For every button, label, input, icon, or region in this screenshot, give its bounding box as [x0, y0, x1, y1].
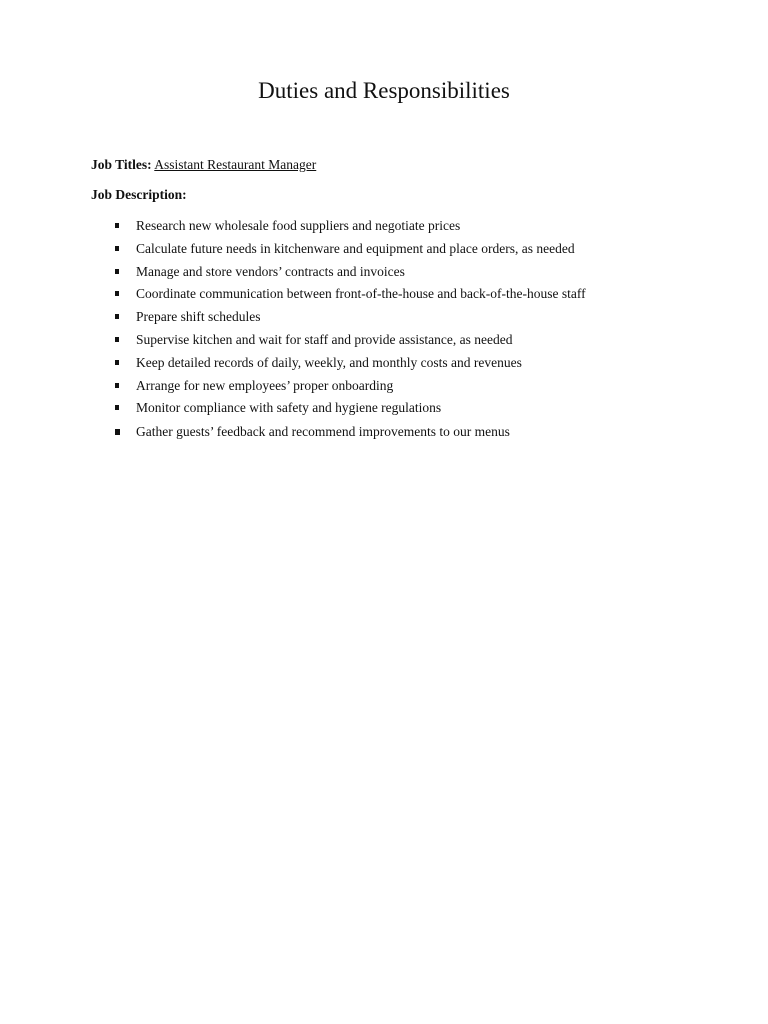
- duty-item: [0, 399, 768, 422]
- duty-item: [0, 308, 768, 331]
- square-bullet-icon: [115, 269, 119, 274]
- square-bullet-icon: [115, 223, 119, 228]
- duty-item: [0, 354, 768, 377]
- job-title-value: Assistant Restaurant Manager: [154, 157, 317, 172]
- duty-item: [0, 377, 768, 400]
- duty-item: [0, 285, 768, 308]
- duty-text: Manage and store vendors’ contracts and invoices: [136, 263, 405, 279]
- duty-item: [0, 263, 768, 286]
- duty-item: [0, 331, 768, 354]
- job-title-line: [91, 156, 316, 174]
- page-title: Duties and Responsibilities: [258, 78, 510, 103]
- duty-text: Research new wholesale food suppliers and negotiate prices: [136, 218, 461, 233]
- square-bullet-icon: [115, 429, 120, 435]
- duty-text: Gather guests’ feedback and recommend improvements to our menus: [136, 424, 510, 440]
- duty-text: Prepare shift schedules: [136, 309, 261, 325]
- job-description-label: Job Description:: [91, 187, 187, 202]
- duties-list: [0, 217, 768, 446]
- duty-text: Monitor compliance with safety and hygiene regulations: [136, 400, 442, 416]
- duty-item: [0, 217, 768, 240]
- square-bullet-icon: [115, 246, 119, 251]
- square-bullet-icon: [115, 291, 119, 296]
- duty-text: Arrange for new employees’ proper onboarding: [136, 377, 394, 393]
- square-bullet-icon: [115, 360, 119, 365]
- job-title-label: Job Titles:: [91, 157, 152, 172]
- duty-text: Supervise kitchen and wait for staff and provide assistance, as needed: [136, 331, 513, 347]
- square-bullet-icon: [115, 383, 119, 388]
- duty-text: Coordinate communication between front-of-the-house and back-of-the-house staff: [136, 286, 586, 302]
- duty-item: [0, 423, 768, 446]
- square-bullet-icon: [115, 314, 119, 319]
- duty-item: [0, 240, 768, 263]
- square-bullet-icon: [115, 337, 119, 342]
- duty-text: Keep detailed records of daily, weekly, and monthly costs and revenues: [136, 354, 522, 370]
- duty-text: Calculate future needs in kitchenware and equipment and place orders, as needed: [136, 240, 575, 256]
- square-bullet-icon: [115, 405, 119, 410]
